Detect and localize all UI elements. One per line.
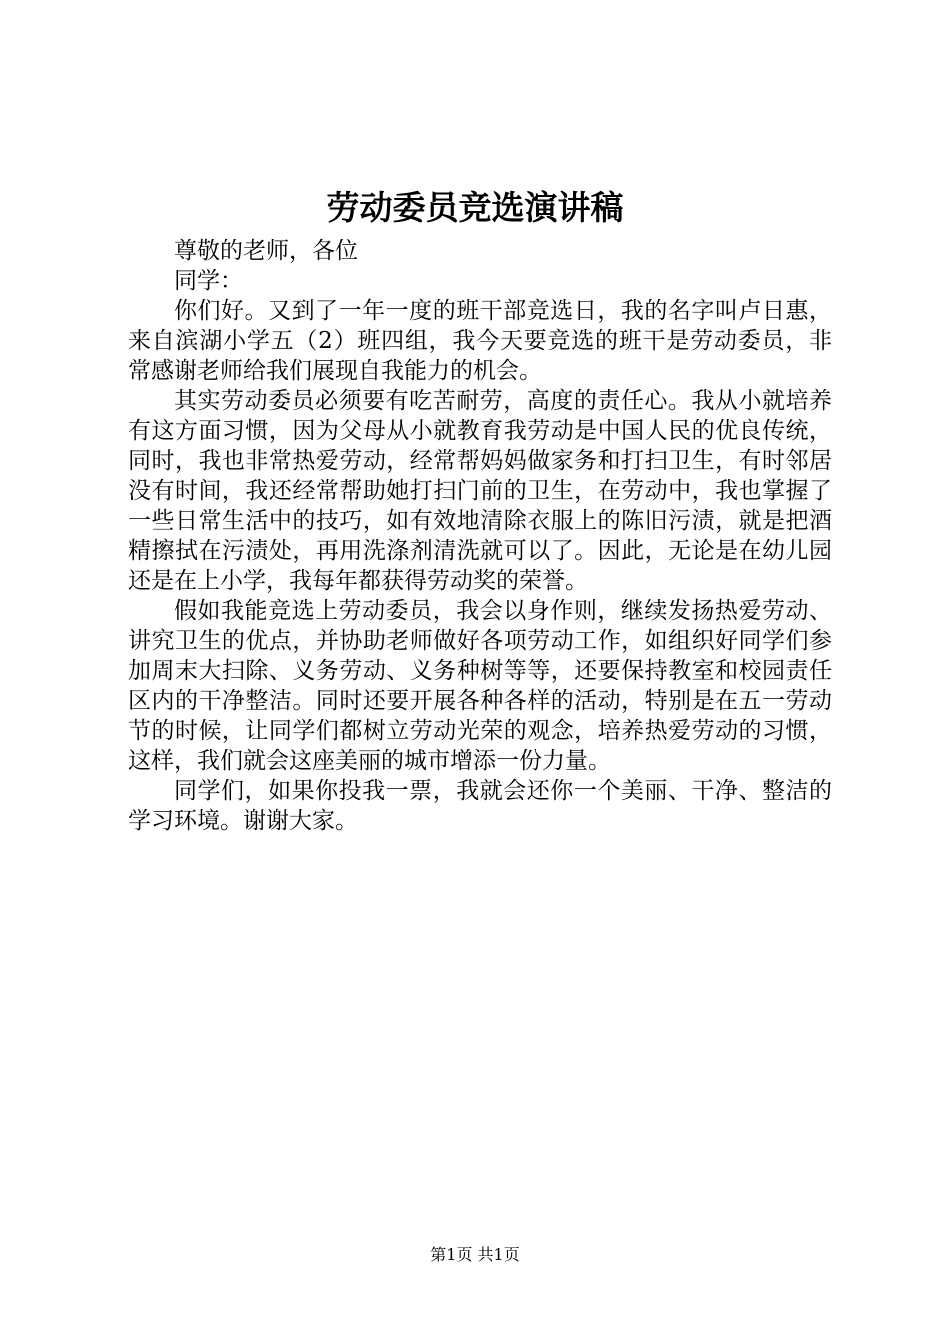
greeting-line-2: 同学： [174,268,243,294]
document-title: 劳动委员竞选演讲稿 [326,188,624,227]
greeting-line-1: 尊敬的老师，各位 [174,238,358,264]
paragraph-1: 你们好。又到了一年一度的班干部竞选日，我的名字叫卢日惠，来自滨湖小学五（2）班四组，我今天要竞选的班干是劳动委员，非常感谢老师给我们展现自我能力的机会。 [128,298,832,384]
paragraph-4: 同学们，如果你投我一票，我就会还你一个美丽、干净、整洁的学习环境。谢谢大家。 [128,778,832,834]
paragraph-2: 其实劳动委员必须要有吃苦耐劳，高度的责任心。我从小就培养有这方面习惯，因为父母从小就教育我劳动是中国人民的优良传统，同时，我也非常热爱劳动，经常帮妈妈做家务和打扫卫生，有时邻居没有时间，我还经常帮助她打扫门前的卫生，在劳动中，我也掌握了一些日常生活中的技巧，如有效地清除衣服上的陈旧污渍，就是把酒精擦拭在污渍处，再用洗涤剂清洗就可以了。因此，无论是在幼儿园还是在上小学，我每年都获得劳动奖的荣誉。 [128,388,832,594]
paragraph-3: 假如我能竞选上劳动委员，我会以身作则，继续发扬热爱劳动、讲究卫生的优点，并协助老师做好各项劳动工作，如组织好同学们参加周末大扫除、义务劳动、义务种树等等，还要保持教室和校园责任区内的干净整洁。同时还要开展各种各样的活动，特别是在五一劳动节的时候，让同学们都树立劳动光荣的观念，培养热爱劳动的习惯，这样，我们就会这座美丽的城市增添一份力量。 [128,598,832,774]
document-body [128,236,832,836]
page-footer: 第1页 共1页 [430,1245,520,1264]
